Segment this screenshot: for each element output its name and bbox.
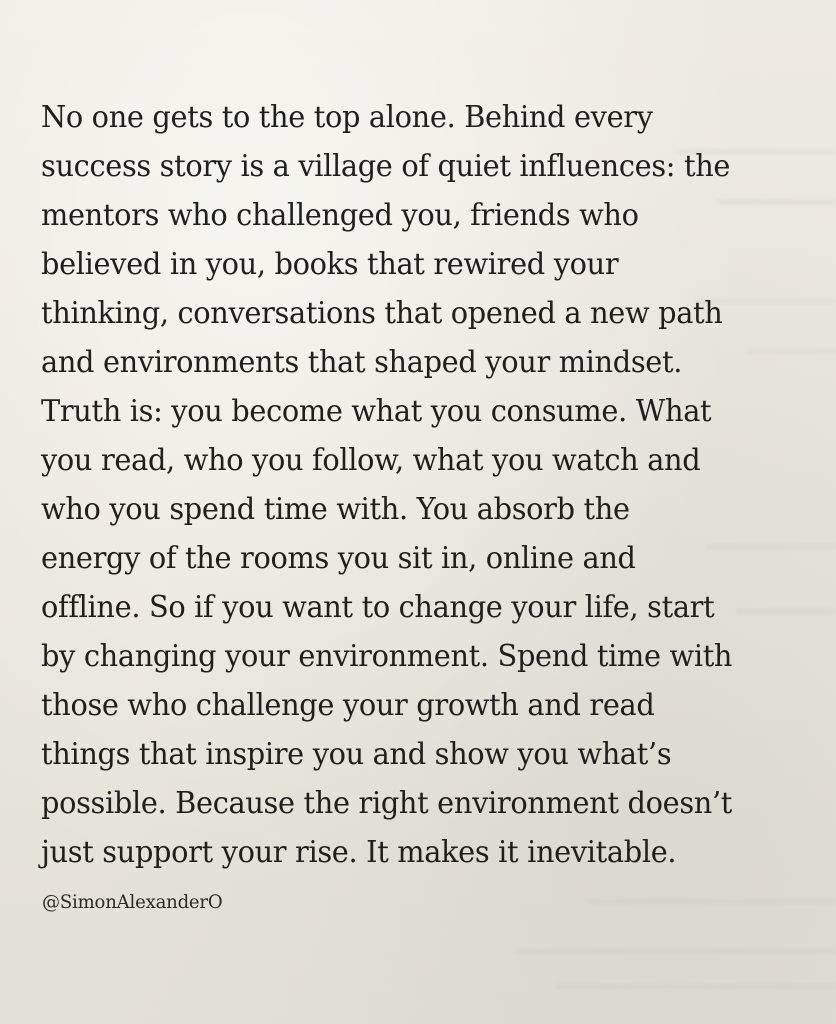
quote-line-3: mentors who challenged you, friends who (41, 198, 639, 233)
quote-line-8: you read, who you follow, what you watch and (41, 443, 701, 478)
quote-line-10: energy of the rooms you sit in, online and (41, 541, 636, 576)
quote-line-14: things that inspire you and show you what’s (41, 737, 672, 772)
quote-line-12: by changing your environment. Spend time with (41, 639, 733, 674)
author-handle: @SimonAlexanderO (42, 891, 223, 913)
quote-line-11: offline. So if you want to change your life, start (41, 590, 715, 625)
quote-line-2: success story is a village of quiet influences: the (41, 149, 731, 184)
quote-line-5: thinking, conversations that opened a new path (41, 296, 723, 331)
quote-line-1: No one gets to the top alone. Behind every (41, 100, 653, 135)
quote-line-6: and environments that shaped your mindset. (41, 345, 683, 380)
quote-line-7: Truth is: you become what you consume. What (41, 394, 712, 429)
quote-line-4: believed in you, books that rewired your (41, 247, 619, 282)
quote-line-13: those who challenge your growth and read (41, 688, 655, 723)
quote-text (41, 93, 821, 877)
quote-line-9: who you spend time with. You absorb the (41, 492, 630, 527)
quote-line-15: possible. Because the right environment doesn’t (41, 786, 733, 821)
quote-line-16: just support your rise. It makes it inevitable. (41, 835, 677, 870)
